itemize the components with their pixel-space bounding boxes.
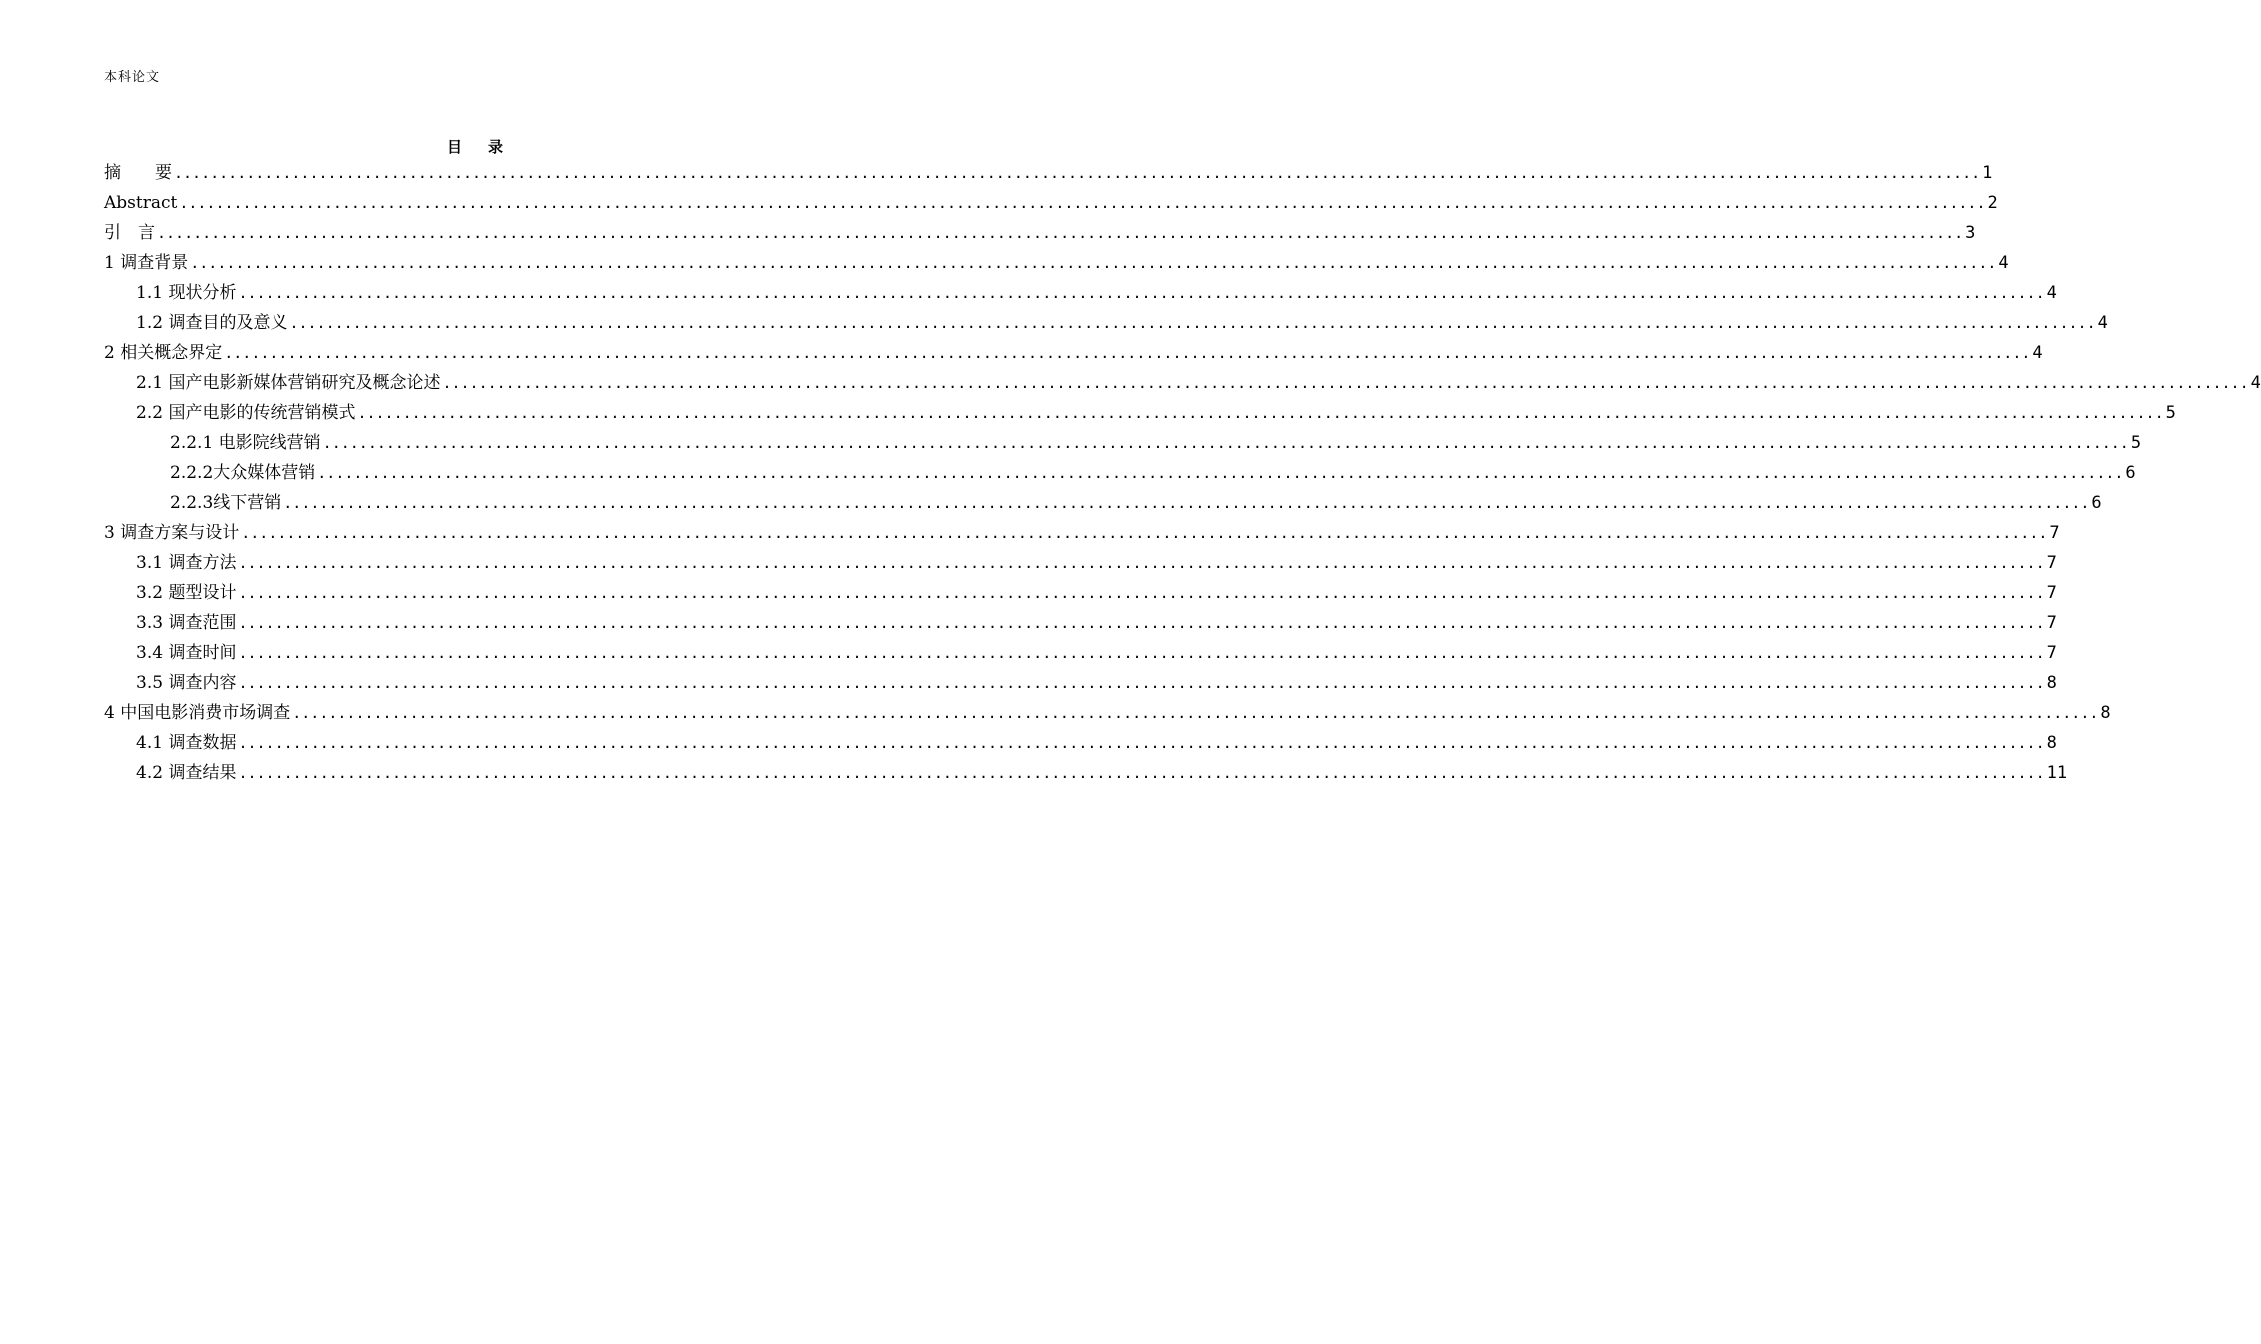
- table-of-contents: [104, 158, 2261, 788]
- toc-entry-page: 8: [2046, 733, 2057, 753]
- toc-entry-page: 8: [2046, 673, 2057, 693]
- toc-entry-label: 3.2 题型设计: [136, 583, 237, 603]
- toc-entry-page: 5: [2165, 403, 2176, 423]
- toc-leader-dots: ........................................................................................................................................................................................................: [322, 434, 2129, 452]
- toc-entry-label: 3 调查方案与设计: [104, 523, 240, 543]
- toc-leader-dots: ........................................................................................................................................................................................................: [238, 764, 2045, 782]
- toc-entry-label: 3.4 调查时间: [136, 643, 237, 663]
- toc-entry-page: 4: [2097, 313, 2108, 333]
- toc-title: [0, 136, 950, 157]
- toc-entry-page: 4: [2250, 373, 2261, 393]
- toc-entry-page: 8: [2100, 703, 2111, 723]
- toc-entry-page: 11: [2046, 763, 2068, 783]
- toc-entry-page: 1: [1982, 163, 1993, 183]
- toc-entry[interactable]: [104, 458, 2136, 488]
- toc-entry-label: 3.1 调查方法: [136, 553, 237, 573]
- toc-entry[interactable]: [104, 248, 2009, 278]
- toc-leader-dots: ........................................................................................................................................................................................................: [224, 344, 2031, 362]
- toc-leader-dots: ........................................................................................................................................................................................................: [238, 734, 2045, 752]
- toc-entry-label: 1.1 现状分析: [136, 283, 237, 303]
- toc-entry-label: 3.3 调查范围: [136, 613, 237, 633]
- toc-entry-page: 7: [2046, 583, 2057, 603]
- toc-leader-dots: ........................................................................................................................................................................................................: [238, 614, 2045, 632]
- toc-title-part1: 目: [446, 138, 462, 156]
- toc-leader-dots: ........................................................................................................................................................................................................: [179, 194, 1986, 212]
- toc-leader-dots: ........................................................................................................................................................................................................: [238, 584, 2045, 602]
- toc-entry-label: 1.2 调查目的及意义: [136, 313, 288, 333]
- toc-leader-dots: ........................................................................................................................................................................................................: [317, 464, 2124, 482]
- toc-entry-label: 4 中国电影消费市场调查: [104, 703, 291, 723]
- toc-entry[interactable]: [104, 338, 2043, 368]
- toc-entry-label: 4.1 调查数据: [136, 733, 237, 753]
- toc-entry-page: 6: [2125, 463, 2136, 483]
- toc-leader-dots: ........................................................................................................................................................................................................: [357, 404, 2164, 422]
- toc-entry[interactable]: [104, 518, 2060, 548]
- toc-entry[interactable]: [104, 278, 2057, 308]
- toc-entry-page: 7: [2046, 553, 2057, 573]
- toc-leader-dots: ........................................................................................................................................................................................................: [241, 524, 2048, 542]
- toc-leader-dots: ........................................................................................................................................................................................................: [174, 164, 1981, 182]
- toc-entry-page: 2: [1987, 193, 1998, 213]
- toc-entry-label: 2.2.1 电影院线营销: [170, 433, 321, 453]
- toc-entry-label: 3.5 调查内容: [136, 673, 237, 693]
- toc-entry-page: 7: [2046, 643, 2057, 663]
- toc-entry-page: 7: [2046, 613, 2057, 633]
- toc-entry[interactable]: [104, 308, 2108, 338]
- toc-entry[interactable]: [104, 608, 2057, 638]
- toc-leader-dots: ........................................................................................................................................................................................................: [442, 374, 2249, 392]
- toc-entry-page: 5: [2130, 433, 2142, 453]
- toc-entry-page: 4: [2046, 283, 2057, 303]
- toc-leader-dots: ........................................................................................................................................................................................................: [289, 314, 2096, 332]
- toc-leader-dots: ........................................................................................................................................................................................................: [283, 494, 2090, 512]
- toc-entry-page: 7: [2049, 523, 2060, 543]
- toc-leader-dots: ........................................................................................................................................................................................................: [238, 284, 2045, 302]
- toc-leader-dots: ........................................................................................................................................................................................................: [238, 644, 2045, 662]
- toc-entry[interactable]: [104, 158, 1993, 188]
- toc-leader-dots: ........................................................................................................................................................................................................: [238, 674, 2045, 692]
- toc-entry[interactable]: [104, 398, 2176, 428]
- toc-leader-dots: ........................................................................................................................................................................................................: [190, 254, 1997, 272]
- toc-entry[interactable]: [104, 698, 2111, 728]
- toc-entry[interactable]: [104, 188, 1998, 218]
- page-header: 本科论文: [104, 70, 161, 85]
- toc-entry-label: 引 言: [104, 223, 155, 243]
- toc-entry[interactable]: [104, 548, 2057, 578]
- toc-leader-dots: ........................................................................................................................................................................................................: [157, 224, 1964, 242]
- toc-entry-label: 摘 要: [104, 163, 172, 183]
- toc-entry-label: 2 相关概念界定: [104, 343, 223, 363]
- toc-entry[interactable]: [104, 668, 2057, 698]
- toc-entry[interactable]: [104, 428, 2142, 458]
- toc-entry[interactable]: [104, 218, 1976, 248]
- toc-entry-page: 6: [2091, 493, 2102, 513]
- toc-entry-label: 2.1 国产电影新媒体营销研究及概念论述: [136, 373, 441, 393]
- toc-leader-dots: ........................................................................................................................................................................................................: [292, 704, 2099, 722]
- toc-entry-label: 2.2 国产电影的传统营销模式: [136, 403, 356, 423]
- toc-entry-label: Abstract: [104, 193, 178, 213]
- toc-entry-page: 4: [2032, 343, 2043, 363]
- toc-entry[interactable]: [104, 488, 2102, 518]
- toc-entry-label: 1 调查背景: [104, 253, 189, 273]
- toc-entry[interactable]: [104, 578, 2057, 608]
- toc-entry-label: 2.2.3线下营销: [170, 493, 282, 513]
- toc-entry[interactable]: [104, 758, 2068, 788]
- toc-entry-label: 2.2.2大众媒体营销: [170, 463, 316, 483]
- toc-entry[interactable]: [104, 728, 2057, 758]
- toc-entry-page: 3: [1965, 223, 1976, 243]
- toc-entry-page: 4: [1998, 253, 2009, 273]
- toc-entry[interactable]: [104, 368, 2261, 398]
- toc-leader-dots: ........................................................................................................................................................................................................: [238, 554, 2045, 572]
- toc-title-part2: 录: [488, 138, 504, 156]
- toc-entry-label: 4.2 调查结果: [136, 763, 237, 783]
- toc-entry[interactable]: [104, 638, 2057, 668]
